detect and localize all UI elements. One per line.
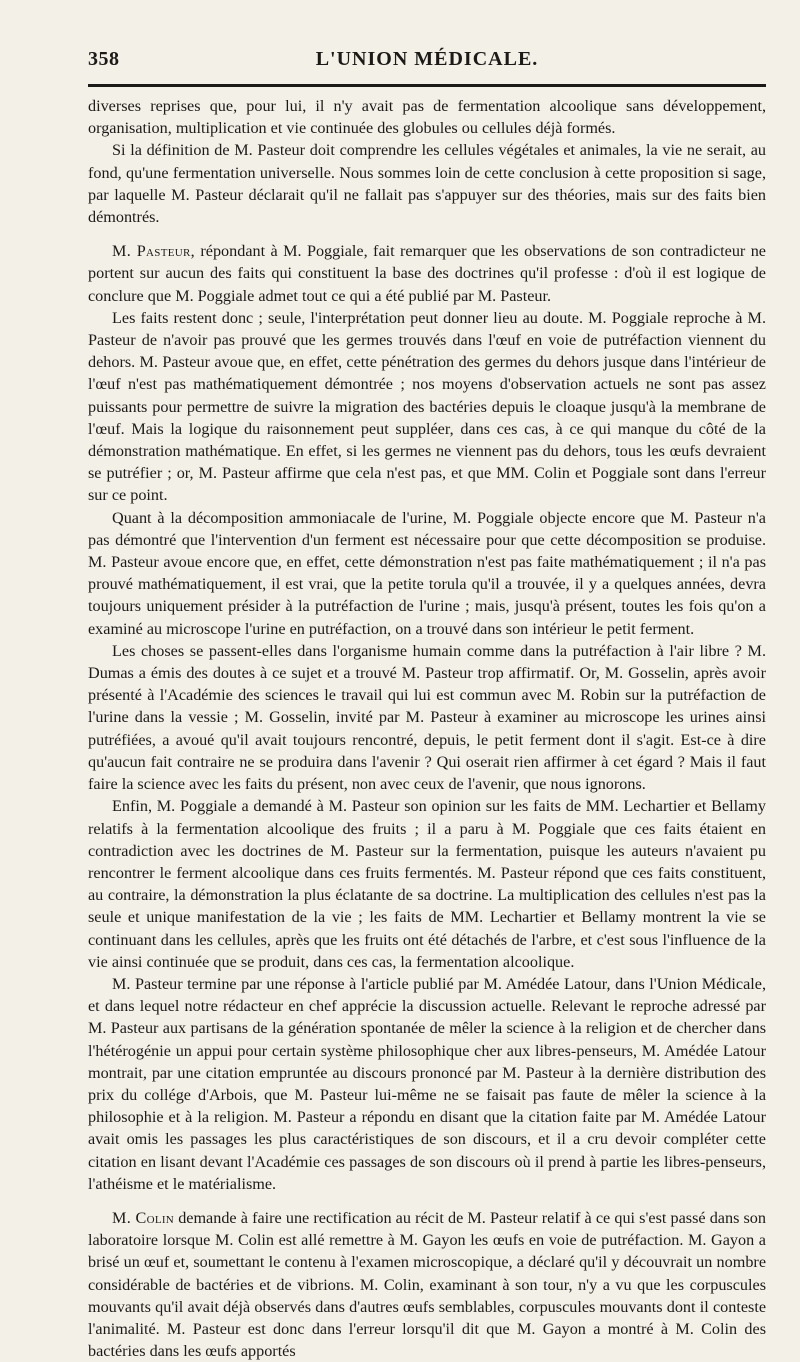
paragraph-6: Les choses se passent-elles dans l'organisme humain comme dans la putréfaction à l'air libre ? M. Dumas a émis des doutes à ce sujet et a trouvé M. Pasteur trop affirmatif. Or, M. Gosselin, après avoir présenté à l'Académie des sciences le travail qui lui est commun avec M. Robin sur la putréfaction de l'urine dans la vessie ; M. Gosselin, invité par M. Pasteur à examiner au microscope les urines ainsi putréfiées, a avoué qu'il avait toujours rencontré, depuis, le petit ferment dont il s'agit. Est-ce à dire qu'aucun fait contraire ne se produira dans l'avenir ? Qui oserait rien affirmer à cet égard ? Mais il faut faire la science avec les faits du présent, non avec ceux de l'avenir, que nous ignorons.	[88, 641, 766, 794]
page-number: 358	[88, 48, 120, 70]
page-header	[88, 44, 766, 87]
paragraph-9-text: demande à faire une rectification au récit de M. Pasteur relatif à ce qui s'est passé dans son laboratoire lorsque M. Colin est allé remettre à M. Gayon les œufs en voie de putréfaction. M. Gayon a brisé un œuf et, soumettant le contenu à l'examen microscopique, a déclaré qu'il y découvrait un nombre considérable de bactéries et de vibrions. M. Colin, examinant à son tour, n'y a vu que les corpuscules mouvants qu'il avait déjà observés dans d'autres œufs semblables, corpuscules mouvants dont il conteste l'animalité. M. Pasteur est donc dans l'erreur lorsqu'il dit que M. Gayon a montré à M. Colin des bactéries dans les œufs apportés	[88, 1208, 766, 1361]
article-body	[88, 95, 766, 1362]
paragraph-9	[88, 1207, 766, 1362]
paragraph-8: M. Pasteur termine par une réponse à l'article publié par M. Amédée Latour, dans l'Union Médicale, et dans lequel notre rédacteur en chef apprécie la discussion actuelle. Relevant le reproche adressé par M. Pasteur aux partisans de la génération spontanée de mêler la science à la religion et de chercher dans l'hétérogénie un appui pour certain système philosophique cher aux libres-penseurs, M. Amédée Latour montrait, par une citation empruntée au discours prononcé par M. Pasteur à la dernière distribution des prix du collége d'Arbois, que M. Pasteur lui-même ne se faisait pas faute de mêler la science à la philosophie et à la religion. M. Pasteur a répondu en disant que la citation faite par M. Amédée Latour avait omis les passages les plus caractéristiques de son discours, et il a cru devoir compléter cette citation en lisant devant l'Académie ces passages de son discours où il prend à partie les libres-penseurs, l'athéisme et le matérialisme.	[88, 974, 766, 1193]
journal-title: L'UNION MÉDICALE.	[315, 48, 539, 70]
speaker-name: M. Pasteur,	[112, 242, 195, 261]
paragraph-7: Enfin, M. Poggiale a demandé à M. Pasteur son opinion sur les faits de MM. Lechartier et Bellamy relatifs à la fermentation alcoolique des fruits ; il a paru à M. Poggiale que ces faits étaient en contradiction avec les doctrines de M. Pasteur sur la fermentation, puisque les auteurs n'avaient pu rencontrer le ferment alcoolique dans ces fruits fermentés. M. Pasteur répond que ces faits constituent, au contraire, la démonstration la plus éclatante de sa doctrine. La multiplication des cellules n'est pas la seule et unique manifestation de la vie ; les faits de MM. Lechartier et Bellamy montrent la vie se continuant dans les cellules, après que les fruits ont été détachés de l'arbre, et c'est sous l'influence de la vie ainsi continuée que se produit, dans ces cas, la fermentation alcoolique.	[88, 797, 766, 971]
paragraph-5: Quant à la décomposition ammoniacale de l'urine, M. Poggiale objecte encore que M. Pasteur n'a pas démontré que l'intervention d'un ferment est nécessaire pour que cette décomposition se produise. M. Pasteur avoue encore que, en effet, cette démonstration n'est pas faite mathématiquement ; il n'a pas prouvé mathématiquement, il est vrai, que la petite torula qu'il a trouvée, il y a quelques années, devra toujours uniquement présider à la putréfaction de l'urine ; mais, jusqu'à présent, toutes les fois qu'on a examiné au microscope l'urine en putréfaction, on a trouvé dans son intérieur le petit ferment.	[88, 508, 766, 638]
paragraph-2: Si la définition de M. Pasteur doit comprendre les cellules végétales et animales, la vie ne serait, au fond, qu'une fermentation universelle. Nous sommes loin de cette conclusion à cette proposition si sage, par laquelle M. Pasteur déclarait qu'il ne fallait pas s'appuyer sur des théories, mais sur des faits bien démontrés.	[88, 141, 766, 227]
paragraph-3-text: répondant à M. Poggiale, fait remarquer que les observations de son contradicteur ne portent sur aucun des faits qui constituent la base des doctrines qu'il professe : d'où il est logique de conclure que M. Poggiale admet tout ce qui a été publié par M. Pasteur.	[88, 242, 766, 305]
paragraph-1: diverses reprises que, pour lui, il n'y avait pas de fermentation alcoolique sans développement, organisation, multiplication et vie continuée des globules ou cellules déjà formés.	[88, 97, 766, 138]
speaker-name: M. Colin	[112, 1208, 175, 1227]
paragraph-3	[88, 240, 766, 307]
paragraph-4: Les faits restent donc ; seule, l'interprétation peut donner lieu au doute. M. Poggiale reproche à M. Pasteur de n'avoir pas prouvé que les germes trouvés dans l'œuf en voie de putréfaction viennent du dehors. M. Pasteur avoue que, en effet, cette pénétration des germes du dehors jusque dans l'intérieur de l'œuf n'est pas mathématiquement démontrée ; nos moyens d'observation actuels ne sont pas assez puissants pour permettre de suivre la migration des bactéries depuis le cloaque jusqu'à la membrane de l'œuf. Mais la logique du raisonnement peut suppléer, dans ces cas, à ce qui manque du côté de la démonstration mathématique. En effet, si les germes ne viennent pas du dehors, tous les œufs devraient se putréfier ; or, M. Pasteur affirme que cela n'est pas, et que MM. Colin et Poggiale sont dans l'erreur sur ce point.	[88, 308, 766, 505]
